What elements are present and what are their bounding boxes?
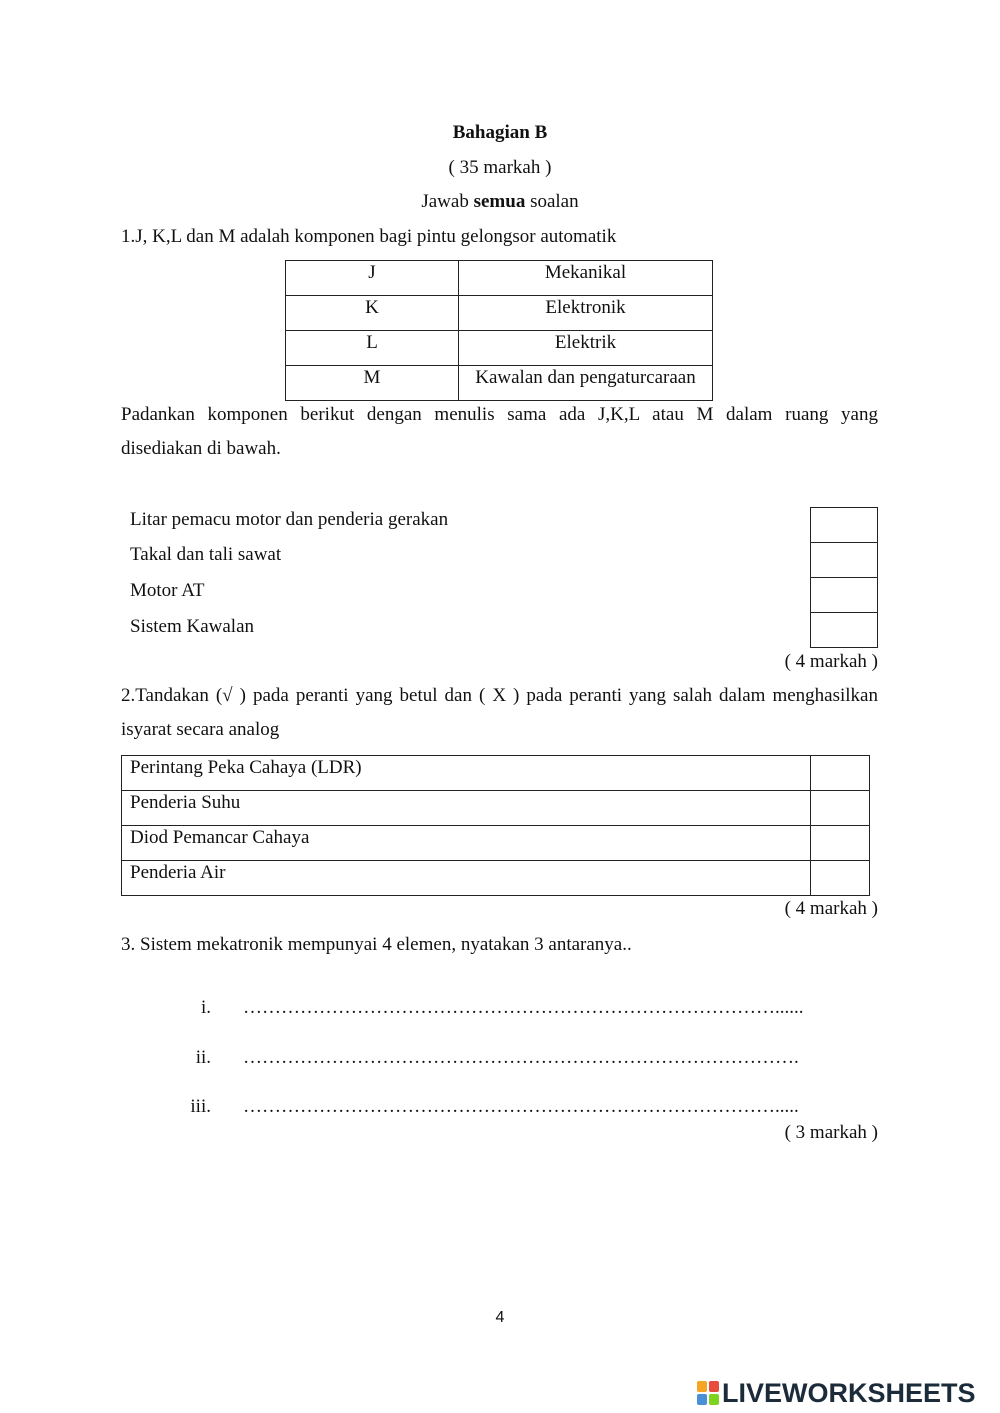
table-row [286, 296, 713, 331]
logo-text: LIVEWORKSHEETS [722, 1377, 976, 1408]
instruction-bold: semua [473, 191, 526, 212]
table-cell-key: K [286, 296, 459, 331]
table-cell-value: Elektrik [459, 331, 713, 366]
q1-answer-box[interactable] [810, 542, 878, 578]
table-cell-value: Mekanikal [459, 261, 713, 296]
q1-question: 1.J, K,L dan M adalah komponen bagi pintu gelongsor automatik [121, 226, 617, 247]
device-name: Perintang Peka Cahaya (LDR) [122, 756, 811, 791]
q3-marks: ( 3 markah ) [784, 1122, 878, 1143]
q2-answer-box[interactable] [811, 756, 870, 791]
q2-answer-box[interactable] [811, 791, 870, 826]
q3-answer-line[interactable]: ……………………………………………………………………………. [243, 1047, 799, 1068]
device-name: Diod Pemancar Cahaya [122, 826, 811, 861]
q2-question-line2: isyarat secara analog [121, 719, 280, 740]
table-cell-key: J [286, 261, 459, 296]
q3-answer-line[interactable]: …………………………………………………………………………...... [243, 997, 804, 1018]
q2-answer-box[interactable] [811, 826, 870, 861]
q1-component-table [285, 260, 713, 401]
table-cell-value: Elektronik [459, 296, 713, 331]
q3-answer-number: iii. [190, 1096, 211, 1117]
q1-instruction [121, 398, 878, 466]
q1-answer-box[interactable] [810, 612, 878, 648]
table-cell-key: M [286, 366, 459, 401]
q1-item: Litar pemacu motor dan penderia gerakan [130, 509, 449, 530]
q3-answer-number: ii. [195, 1047, 211, 1068]
q1-item: Takal dan tali sawat [130, 544, 282, 565]
section-marks: ( 35 markah ) [448, 157, 552, 178]
page-number: 4 [495, 1309, 505, 1326]
table-row [122, 791, 870, 826]
q1-instruction-line1: Padankan komponen berikut dengan menulis sama ada J,K,L atau M dalam ruang yang [121, 404, 878, 425]
q1-answer-box[interactable] [810, 577, 878, 613]
device-name: Penderia Air [122, 861, 811, 896]
q2-marks: ( 4 markah ) [784, 898, 878, 919]
logo-squares-icon [697, 1381, 719, 1405]
q1-marks: ( 4 markah ) [784, 651, 878, 672]
q3-answer-number: i. [200, 997, 211, 1018]
q3-question: 3. Sistem mekatronik mempunyai 4 elemen, nyatakan 3 antaranya.. [121, 934, 632, 955]
q2-device-table [121, 755, 870, 896]
q1-item: Sistem Kawalan [130, 616, 255, 637]
section-title: Bahagian B [452, 122, 548, 143]
table-row [286, 366, 713, 401]
table-row [286, 261, 713, 296]
table-cell-value: Kawalan dan pengaturcaraan [459, 366, 713, 401]
liveworksheets-logo[interactable] [697, 1378, 976, 1408]
table-row [122, 826, 870, 861]
section-instruction [0, 191, 1000, 213]
q1-answer-box[interactable] [810, 507, 878, 543]
table-row [286, 331, 713, 366]
q1-item: Motor AT [130, 580, 205, 601]
table-row [122, 861, 870, 896]
q2-answer-box[interactable] [811, 861, 870, 896]
device-name: Penderia Suhu [122, 791, 811, 826]
q2-question [121, 679, 878, 747]
instruction-pre: Jawab [421, 191, 474, 212]
q2-question-line1: 2.Tandakan (√ ) pada peranti yang betul dan ( X ) pada peranti yang salah dalam menghasilkan [121, 685, 878, 706]
table-row [122, 756, 870, 791]
instruction-post: soalan [525, 191, 579, 212]
q1-instruction-line2: disediakan di bawah. [121, 438, 281, 459]
q3-answer-line[interactable]: …………………………………………………………………………..... [243, 1096, 799, 1117]
table-cell-key: L [286, 331, 459, 366]
